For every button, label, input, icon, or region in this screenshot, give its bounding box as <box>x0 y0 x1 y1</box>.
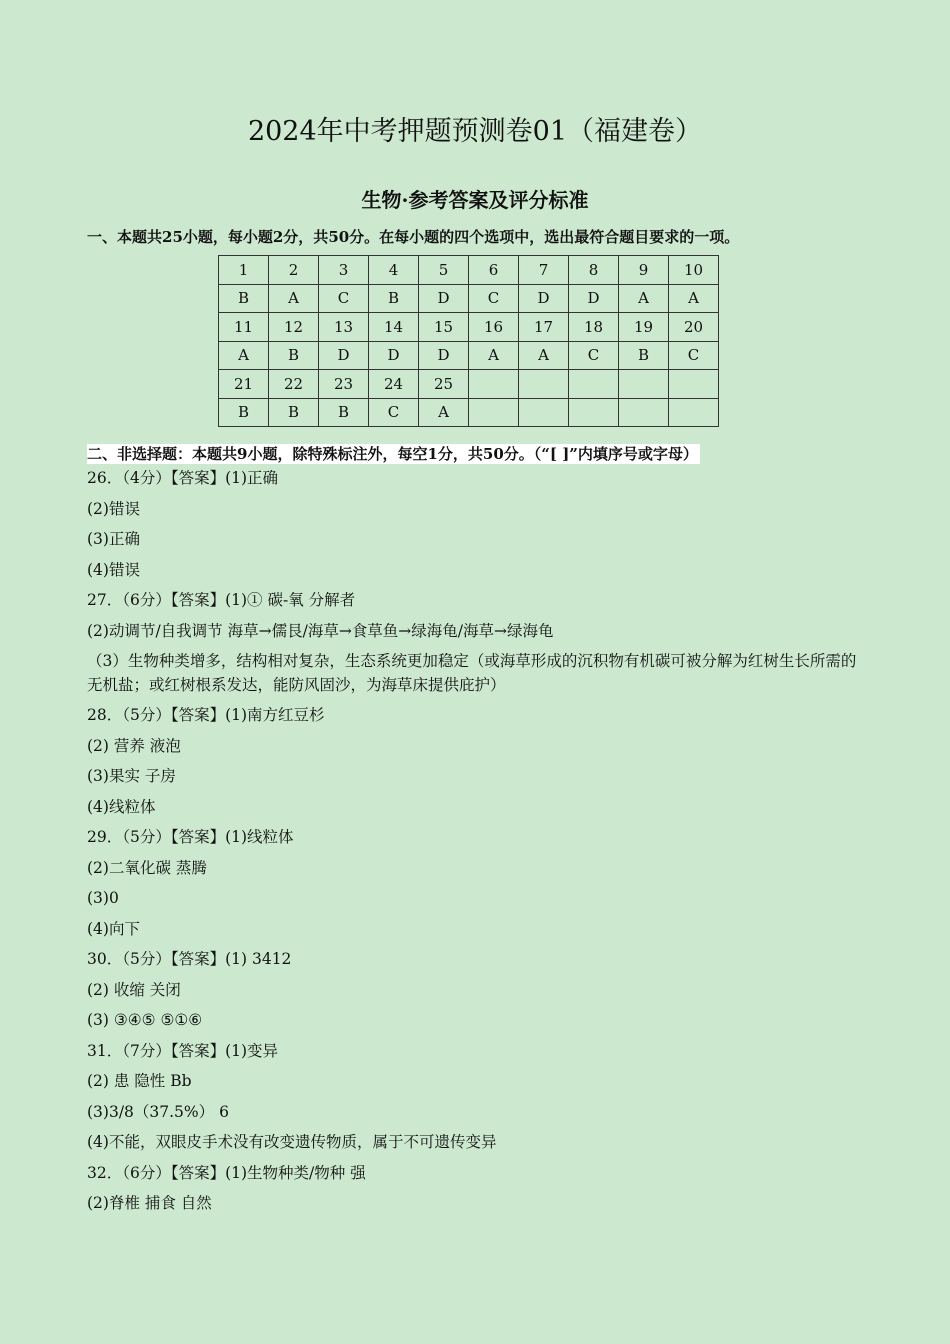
table-cell: B <box>619 341 669 370</box>
table-cell: B <box>269 398 319 427</box>
table-cell: 16 <box>469 313 519 342</box>
answer-line: 28．（5分）【答案】(1)南方红豆杉 <box>87 706 325 724</box>
page-title: 2024年中考押题预测卷01（福建卷） <box>247 116 703 147</box>
answer-line: (4)线粒体 <box>87 797 156 816</box>
table-cell: 21 <box>219 370 269 399</box>
answer-line: (4)不能，双眼皮手术没有改变遗传物质，属于不可遗传变异 <box>87 1133 497 1151</box>
table-row <box>219 370 719 399</box>
answer-line: (3) ③④⑤ ⑤①⑥ <box>87 1011 203 1029</box>
table-cell: B <box>319 398 369 427</box>
table-cell: 20 <box>669 313 719 342</box>
table-cell: 18 <box>569 313 619 342</box>
answer-line: 26．（4分）【答案】(1)正确 <box>87 469 279 487</box>
answer-line: (3)果实 子房 <box>87 767 176 785</box>
answer-line: (2) 患 隐性 Bb <box>87 1072 192 1090</box>
answer-line: 30．（5分）【答案】(1) 3412 <box>87 950 292 968</box>
table-cell: 19 <box>619 313 669 342</box>
table-cell: B <box>219 284 269 313</box>
table-cell: B <box>219 398 269 427</box>
table-cell: 12 <box>269 313 319 342</box>
table-cell: 23 <box>319 370 369 399</box>
answer-line: （3）生物种类增多，结构相对复杂，生态系统更加稳定（或海草形成的沉积物有机碳可被分解为红树生长所需的无机盐；或红树根系发达，能防风固沙，为海草床提供庇护） <box>87 652 857 694</box>
table-cell: 22 <box>269 370 319 399</box>
table-cell <box>519 398 569 427</box>
table-cell: 15 <box>419 313 469 342</box>
table-row <box>219 398 719 427</box>
table-cell: 9 <box>619 256 669 285</box>
table-cell: D <box>319 341 369 370</box>
table-cell: D <box>419 284 469 313</box>
table-cell: 3 <box>319 256 369 285</box>
table-cell: A <box>419 398 469 427</box>
table-cell: 17 <box>519 313 569 342</box>
table-cell: C <box>669 341 719 370</box>
table-cell: 24 <box>369 370 419 399</box>
table-row <box>219 341 719 370</box>
answer-lines <box>87 463 867 1219</box>
table-cell: 6 <box>469 256 519 285</box>
answer-line: (2) 收缩 关闭 <box>87 980 181 999</box>
table-cell: D <box>569 284 619 313</box>
table-cell: 14 <box>369 313 419 342</box>
answer-line: (4)向下 <box>87 919 140 938</box>
answer-line: 27．（6分）【答案】(1)① 碳-氧 分解者 <box>87 591 356 609</box>
table-cell: 4 <box>369 256 419 285</box>
table-row <box>219 313 719 342</box>
answer-line: (2)脊椎 捕食 自然 <box>87 1194 212 1212</box>
table-row <box>219 256 719 285</box>
table-cell <box>569 398 619 427</box>
table-cell: B <box>269 341 319 370</box>
table-cell: 13 <box>319 313 369 342</box>
answer-line: (3)0 <box>87 889 119 907</box>
table-cell: C <box>569 341 619 370</box>
table-cell: 11 <box>219 313 269 342</box>
table-cell: C <box>469 284 519 313</box>
table-cell: D <box>519 284 569 313</box>
table-row <box>219 284 719 313</box>
table-cell: 1 <box>219 256 269 285</box>
answer-line: 32．（6分）【答案】(1)生物种类/物种 强 <box>87 1163 366 1182</box>
table-cell: A <box>269 284 319 313</box>
answer-line: (3)3/8（37.5%） 6 <box>87 1102 229 1121</box>
table-cell: 8 <box>569 256 619 285</box>
table-cell: D <box>419 341 469 370</box>
section-2-heading: 二、非选择题：本题共9小题，除特殊标注外，每空1分，共50分。（“[ ]”内填序号或字母） <box>87 445 698 463</box>
answer-line: 31．（7分）【答案】(1)变异 <box>87 1041 279 1060</box>
table-cell: C <box>319 284 369 313</box>
table-cell: A <box>519 341 569 370</box>
table-cell <box>469 370 519 399</box>
answer-table <box>218 255 719 427</box>
table-cell <box>619 370 669 399</box>
table-cell <box>669 398 719 427</box>
table-cell: 25 <box>419 370 469 399</box>
answer-line: (4)错误 <box>87 560 140 579</box>
answer-line: (2)二氧化碳 蒸腾 <box>87 858 207 877</box>
table-cell: 2 <box>269 256 319 285</box>
table-cell: A <box>669 284 719 313</box>
table-cell: A <box>219 341 269 370</box>
table-cell <box>669 370 719 399</box>
table-cell: A <box>469 341 519 370</box>
table-cell: 5 <box>419 256 469 285</box>
table-cell <box>519 370 569 399</box>
table-cell: B <box>369 284 419 313</box>
answer-line: 29．（5分）【答案】(1)线粒体 <box>87 828 294 846</box>
table-cell: D <box>369 341 419 370</box>
table-cell: C <box>369 398 419 427</box>
table-cell: 7 <box>519 256 569 285</box>
answer-line: (3)正确 <box>87 530 140 548</box>
answer-line: (2)动调节/自我调节 海草→儒艮/海草→食草鱼→绿海龟/海草→绿海龟 <box>87 621 554 640</box>
table-cell <box>619 398 669 427</box>
table-cell: A <box>619 284 669 313</box>
section-1-heading: 一、本题共25小题，每小题2分，共50分。在每小题的四个选项中，选出最符合题目要求的一项。 <box>87 228 740 246</box>
answer-line: (2)错误 <box>87 499 140 518</box>
table-cell <box>469 398 519 427</box>
page-subtitle: 生物·参考答案及评分标准 <box>361 188 589 212</box>
table-cell: 10 <box>669 256 719 285</box>
answer-line: (2) 营养 液泡 <box>87 736 181 755</box>
table-cell <box>569 370 619 399</box>
